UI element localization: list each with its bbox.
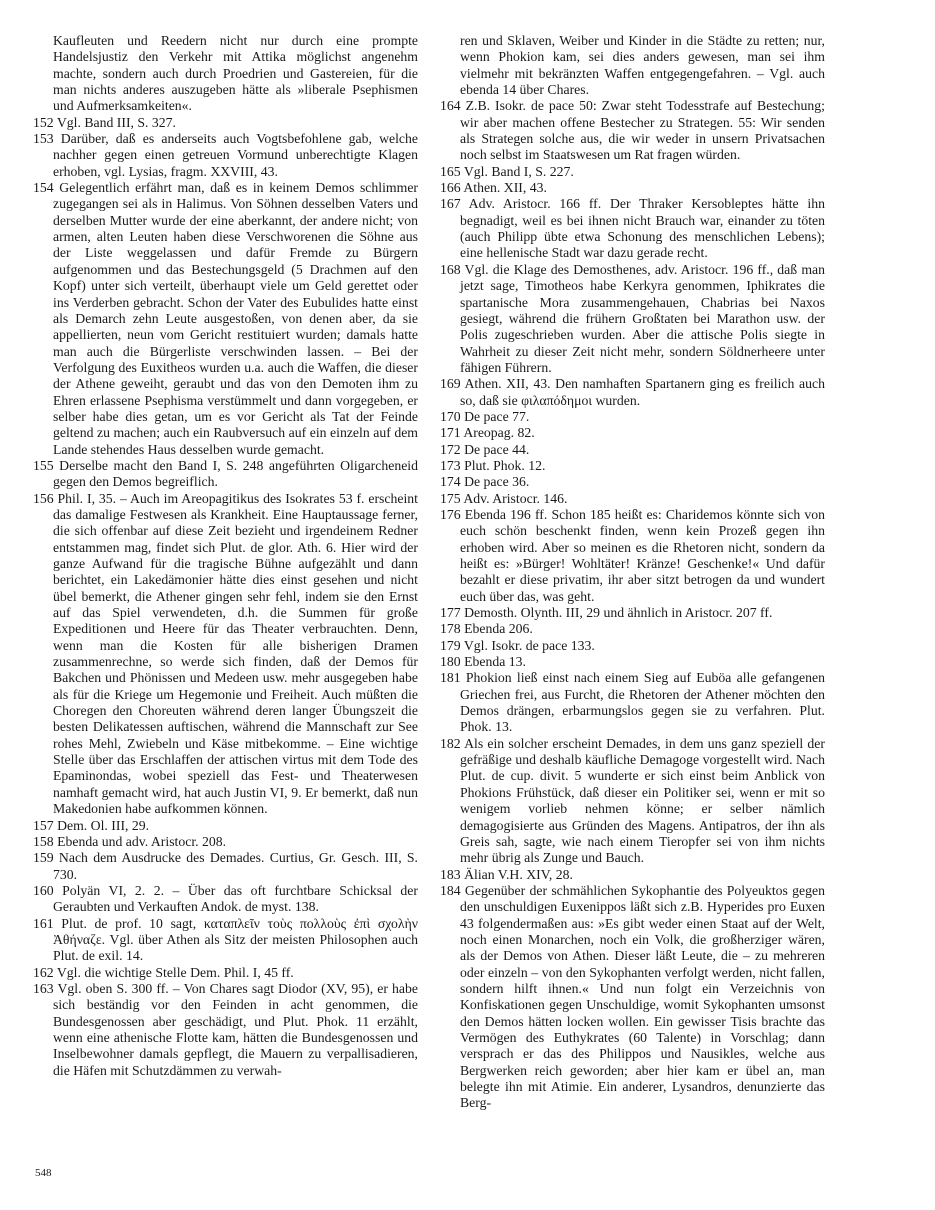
- footnote-number: 159: [33, 850, 54, 866]
- footnote-number: 162: [33, 964, 54, 980]
- footnote-text: Ebenda 13.: [464, 654, 526, 670]
- footnote-179: [440, 638, 825, 654]
- footnote-text: Gegenüber der schmählichen Sykophantie des Polyeuktos gegen den unschuldigen Euxenippos läßt sich z.B. Hyperides pro Euxen 43 folgendermaßen aus: »Es gibt weder einen Staat auf der Welt, noch einen Monarchen, noch ein Volk, die großherziger wären, als der Demos von Athen. Dieser läßt Leute, die – zu mehreren oder einzeln – von den Sykophanten verfolgt werden, nicht fallen, sondern hilft ihnen.« Und nun folgt ein Verzeichnis von Konfiskationen gegen Unschuldige, womit Sykophanten umsonst den Demos hätten locken wollen. Ein gewisser Tisis brachte das Vermögen des Euthykrates (60 Talente) in Vorschlag; dann versprach er das des Philippos und Nausikles, welche aus Bergwerken reich geworden; aber hier kam er übel an, man belegte ihn mit Atimie. Ein anderer, Lysandros, denunzierte das Berg-: [460, 882, 826, 1111]
- footnote-166: [440, 180, 825, 196]
- footnote-text: Dem. Ol. III, 29.: [57, 817, 150, 833]
- footnote-text: Vgl. Isokr. de pace 133.: [463, 637, 595, 653]
- page-number: 548: [35, 1167, 52, 1179]
- footnote-number: 169: [440, 376, 461, 392]
- footnote-number: 157: [33, 817, 54, 833]
- footnote-text: Ebenda und adv. Aristocr. 208.: [57, 833, 227, 849]
- footnote-text: Ebenda 196 ff. Schon 185 heißt es: Charidemos könnte sich von euch schön beschenkt finden, wenn kein Prozeß gegen ihn erhoben wird. Aber so meinen es die Rhetoren nicht, sondern da heißt es: »Bürger! Wohltäter! Kränze! Geschenke!« Und dafür bezahlt er diese privatim, ihr aber sitzt betrogen da und wundert euch über das, was geht.: [460, 506, 826, 604]
- footnote-number: 178: [440, 621, 461, 637]
- footnote-number: 184: [440, 882, 461, 898]
- footnote-number: 163: [33, 980, 54, 996]
- footnote-number: 153: [33, 131, 54, 147]
- footnote-number: 179: [440, 637, 461, 653]
- footnote-182: [440, 736, 825, 867]
- footnote-number: 166: [440, 180, 461, 196]
- footnote-text: Kaufleuten und Reedern nicht nur durch eine prompte Handelsjustiz den Verkehr mit Attika möglichst angenehm machte, sondern auch durch Proedrien und Gastereien, für die man nichts anderes auszugeben hätte als »liberale Psephismen und Aufmerksamkeiten«.: [53, 33, 418, 114]
- footnote-text: Areopag. 82.: [463, 425, 535, 441]
- footnote-text: Adv. Aristocr. 166 ff. Der Thraker Kersobleptes hätte ihn begnadigt, weil es bei ihnen nicht Brauch war, einander zu töten (auch Philipp übte etwa Schonung des menschlichen Lebens); eine hellenische Stadt war dazu gerade recht.: [460, 196, 826, 261]
- footnote-164: [440, 98, 825, 163]
- footnote-number: 181: [440, 670, 461, 686]
- footnote-number: 152: [33, 114, 54, 130]
- footnote-number: 177: [440, 605, 461, 621]
- footnote-continuation: [33, 33, 418, 115]
- left-column: [33, 33, 418, 1079]
- footnote-number: 155: [33, 457, 54, 473]
- footnote-text: ren und Sklaven, Weiber und Kinder in die Städte zu retten; nur, wenn Phokion kam, sei dies anders gewesen, man sei ihm vielmehr mit bekränzten Waffen entgegengefahren. – Vgl. auch ebenda 14 über Chares.: [460, 33, 825, 98]
- footnote-text: Vgl. Band III, S. 327.: [56, 114, 176, 130]
- footnote-158: [33, 834, 418, 850]
- footnote-174: [440, 474, 825, 490]
- footnote-162: [33, 965, 418, 981]
- footnote-text: Nach dem Ausdrucke des Demades. Curtius, Gr. Gesch. III, S. 730.: [53, 850, 418, 882]
- footnote-number: 172: [440, 441, 461, 457]
- footnote-text: Vgl. Band I, S. 227.: [463, 163, 574, 179]
- footnote-text: Ebenda 206.: [464, 621, 533, 637]
- footnote-181: [440, 670, 825, 735]
- footnote-156: [33, 491, 418, 818]
- footnote-text: Vgl. oben S. 300 ff. – Von Chares sagt Diodor (XV, 95), er habe sich beständig vor den Feinden in acht genommen, die Bundesgenossen aber geschädigt, und Plut. Phok. 11 erzählt, wenn eine athenische Flotte kam, hätten die Bundesgenossen und Inselbewohner damals gepflegt, die Mauern zu verpallisadieren, die Häfen mit Schutzdämmen zu verwah-: [53, 980, 418, 1078]
- footnote-number: 171: [440, 425, 461, 441]
- footnote-text: Z.B. Isokr. de pace 50: Zwar steht Todesstrafe auf Bestechung; wir aber machen offene Bestecher zu Strategen. 55: Wir senden als Strategen solche aus, die wir weder in unsern Privatsachen noch selbst im Staatswesen um Rat fragen würden.: [460, 98, 825, 163]
- footnote-153: [33, 131, 418, 180]
- footnote-178: [440, 621, 825, 637]
- footnote-text: Adv. Aristocr. 146.: [463, 490, 568, 506]
- footnote-154: [33, 180, 418, 458]
- footnote-text: De pace 36.: [464, 474, 530, 490]
- footnote-173: [440, 458, 825, 474]
- footnote-text: Älian V.H. XIV, 28.: [464, 866, 573, 882]
- footnote-170: [440, 409, 825, 425]
- footnote-163: [33, 981, 418, 1079]
- footnote-number: 165: [440, 163, 461, 179]
- footnote-number: 156: [33, 490, 54, 506]
- footnote-text: Gelegentlich erfährt man, daß es in keinem Demos schlimmer zugegangen sei als in Halimus. Von Söhnen desselben Vaters und derselben Mutter wurde der eine aberkannt, der andere nicht; von armen, alten Leuten haben diese Verschworenen die Söhne aus der Liste weggelassen und dafür Fremde zu Bürgern aufgenommen und das Bestechungsgeld (5 Drachmen auf den Kopf) unter sich verteilt, überhaupt viele um Geld gerettet oder ins Verderben gebracht. Schon der Vater des Eubulides hatte einst als Demarch zehn Leute ausgestoßen, von denen aber, da sie appellierten, neun vom Gericht restituiert wurden; damals hatte man auch die Bürgerliste verschwinden lassen. – Bei der Verfolgung des Euxitheos wurden u.a. auch die Waffen, die dieser der Athene geweiht, geraubt und das von den Demoten ihm zu Ehren erlassene Psephisma verstümmelt und dann vorgegeben, er selber habe dies getan, um es vor Gericht als Tat der Feinde geltend zu machen; auch ein Raubversuch auf ein einzeln auf dem Lande stehendes Haus desselben wurde gemacht.: [53, 180, 418, 457]
- footnote-number: 175: [440, 490, 461, 506]
- footnote-text: De pace 77.: [464, 408, 530, 424]
- footnote-183: [440, 867, 825, 883]
- footnote-number: 170: [440, 408, 461, 424]
- footnote-161: [33, 916, 418, 965]
- footnote-165: [440, 164, 825, 180]
- footnote-155: [33, 458, 418, 491]
- footnote-number: 173: [440, 457, 461, 473]
- footnote-number: 174: [440, 474, 461, 490]
- footnote-number: 167: [440, 196, 461, 212]
- right-column: [440, 33, 825, 1112]
- footnote-180: [440, 654, 825, 670]
- footnote-172: [440, 442, 825, 458]
- footnote-number: 154: [33, 180, 54, 196]
- footnote-continuation: [440, 33, 825, 98]
- footnote-text: Als ein solcher erscheint Demades, in dem uns ganz speziell der gefräßige und deshalb käufliche Demagoge vorgestellt wird. Nach Plut. de cup. divit. 5 wunderte er sich einst beim Anblick von Phokions Frühstück, daß dieser ein Politiker sei, wenn er mit so wenigem vorlieb nehmen könne; er selber nämlich demagogisierte aus Gründen des Magens. Antipatros, der ihn als Greis sah, sagte, wie nach einem Tieropfer sei von ihm nichts mehr übrig als Zunge und Bauch.: [460, 735, 825, 866]
- footnote-152: [33, 115, 418, 131]
- footnote-157: [33, 818, 418, 834]
- footnote-text: Phokion ließ einst nach einem Sieg auf Euböa alle gefangenen Griechen frei, aus Furcht, die Rhetoren der Athener möchten den Demos drängen, erbarmungslos gegen sie zu verfahren. Plut. Phok. 13.: [460, 670, 826, 735]
- footnote-169: [440, 376, 825, 409]
- footnote-text: Polyän VI, 2. 2. – Über das oft furchtbare Schicksal der Geraubten und Verkauften Andok. de myst. 138.: [53, 882, 418, 915]
- footnote-number: 180: [440, 654, 461, 670]
- footnote-text: Vgl. die Klage des Demosthenes, adv. Aristocr. 196 ff., daß man jetzt sage, Timotheos habe Kerkyra genommen, Iphikrates die spartanische Mora zusammengehauen, Chabrias bei Naxos gesiegt, während die frühern Großtaten bei Marathon usw. der Polis zugeschrieben wurden. Aber die attische Polis siegte in Wahrheit zu dieser Zeit nicht mehr, sondern Söldnerheere unter fähigen Führern.: [460, 261, 825, 375]
- footnote-number: 160: [33, 882, 54, 898]
- footnote-160: [33, 883, 418, 916]
- footnote-184: [440, 883, 825, 1112]
- footnote-text: Phil. I, 35. – Auch im Areopagitikus des Isokrates 53 f. erscheint das damalige Festwesen als Krankheit. Eine Hauptaussage ferner, die sich offenbar auf diese Zeit bezieht und irgendeinem Redner entstammen mag, findet sich Plut. de glor. Ath. 6. Hier wird der ganze Aufwand für die tragische Bühne aufgezählt und dann berichtet, ein Lakedämonier hätte dies einst gesehen und nicht übel bemerkt, die Athener gingen sehr fehl, indem sie den Ernst auf das Spiel verwendeten, d.h. die Summen für große Expeditionen und Heere für das Theater verbrauchten. Denn, wenn man die Kosten für alle bisherigen Dramen zusammenrechne, so werde sich finden, daß der Demos für Bakchen und Phönissen und Medeen usw. mehr ausgegeben habe als für die Kriege um Hegemonie und Freiheit. Auch müßten die Choregen den Choreuten während deren langer Übungszeit die besten Delikatessen auftischen, während die Mannschaft zur See rohes Mehl, Zwiebeln und Käse mitbekomme. – Eine wichtige Stelle über das Erschlaffen der attischen virtus mit dem Tode des Epaminondas, wobei speziell das Fest- und Theaterwesen namhaft gemacht wird, hat auch Justin VI, 9. Er bemerkt, daß nun Makedonien habe aufkommen können.: [53, 490, 418, 817]
- footnote-171: [440, 425, 825, 441]
- footnote-text: Darüber, daß es anderseits auch Vogtsbefohlene gab, welche nachher gegen einen getreuen Vormund unberechtigte Klagen erhoben, vgl. Lysias, fragm. XXVIII, 43.: [53, 131, 419, 179]
- footnote-177: [440, 605, 825, 621]
- footnote-number: 158: [33, 833, 54, 849]
- footnote-number: 176: [440, 506, 461, 522]
- footnote-number: 183: [440, 866, 461, 882]
- footnote-number: 161: [33, 915, 54, 931]
- footnote-number: 182: [440, 735, 461, 751]
- footnote-text: Vgl. die wichtige Stelle Dem. Phil. I, 45 ff.: [56, 964, 294, 980]
- footnote-number: 164: [440, 98, 461, 114]
- footnote-text: Demosth. Olynth. III, 29 und ähnlich in Aristocr. 207 ff.: [464, 605, 773, 621]
- footnote-167: [440, 196, 825, 261]
- footnote-text: Athen. XII, 43.: [463, 180, 547, 196]
- footnote-text: Plut. Phok. 12.: [464, 457, 546, 473]
- footnote-text: Plut. de prof. 10 sagt, καταπλεῖν τοὺς πολλοὺς ἐπὶ σχολὴν Ἀθήναζε. Vgl. über Athen als Sitz der meisten Philosophen auch Plut. de exil. 14.: [53, 915, 418, 964]
- footnote-159: [33, 850, 418, 883]
- footnote-175: [440, 491, 825, 507]
- footnote-176: [440, 507, 825, 605]
- footnote-168: [440, 262, 825, 376]
- footnote-number: 168: [440, 261, 461, 277]
- footnote-text: Athen. XII, 43. Den namhaften Spartanern ging es freilich auch so, daß sie φιλαπόδημοι wurden.: [460, 376, 825, 408]
- footnote-text: De pace 44.: [464, 441, 530, 457]
- footnote-text: Derselbe macht den Band I, S. 248 angeführten Oligarcheneid gegen den Demos begreiflich.: [53, 457, 418, 490]
